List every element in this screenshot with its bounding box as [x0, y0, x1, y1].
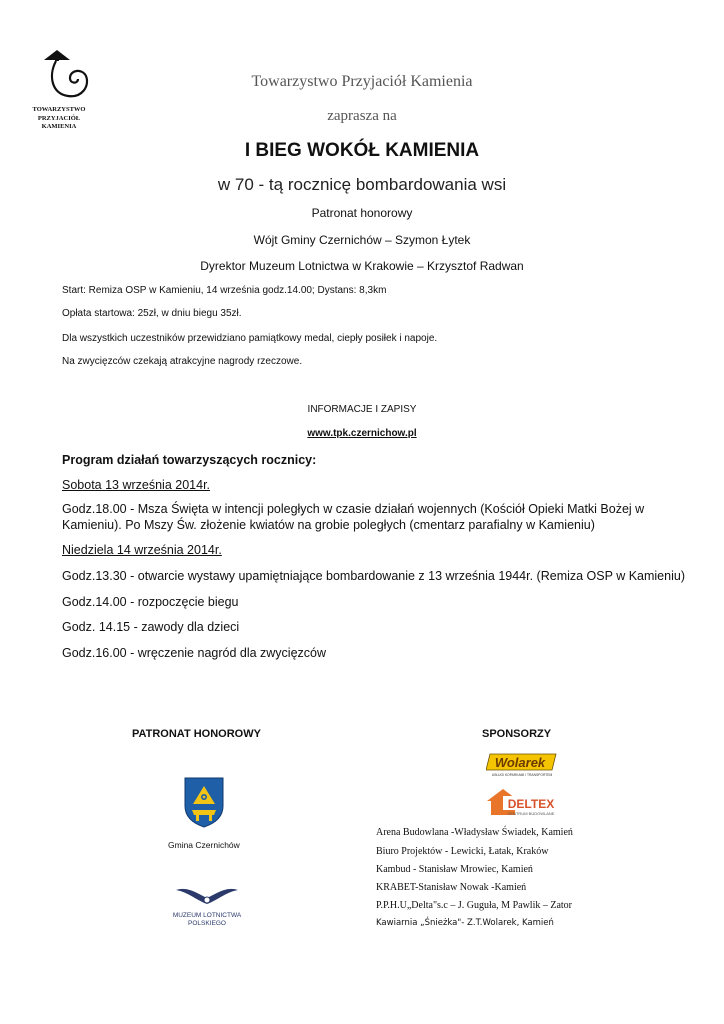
prizes-info: Na zwycięzców czekają atrakcyjne nagrody rzeczowe.: [62, 356, 303, 367]
program-event: Godz.13.30 - otwarcie wystawy upamiętniające bombardowanie z 13 września 1944r. (Remiza OSP w Kamieniu): [62, 569, 685, 583]
wolarek-wordmark: Wolarek: [494, 755, 546, 770]
patronage-label: Patronat honorowy: [311, 206, 413, 220]
patron-dyrektor: Dyrektor Muzeum Lotnictwa w Krakowie – Krzysztof Radwan: [200, 259, 524, 273]
program-event: Godz. 14.15 - zawody dla dzieci: [62, 620, 240, 634]
sponsor-item: P.P.H.U„Delta"s.c – J. Guguła, M Pawlik – Zator: [376, 900, 573, 911]
sponsor-item: Kawiarnia „Śnieżka"- Z.T.Wolarek, Kamień: [376, 918, 554, 928]
patron-heading: PATRONAT HONOROWY: [132, 728, 261, 740]
start-info: Start: Remiza OSP w Kamieniu, 14 września godz.14.00; Dystans: 8,3km: [62, 285, 387, 296]
program-title: Program działań towarzyszących rocznicy:: [62, 453, 317, 467]
website-link[interactable]: www.tpk.czernichow.pl: [307, 428, 417, 439]
program-event: Godz.16.00 - wręczenie nagród dla zwycięzców: [62, 646, 327, 660]
wolarek-tagline: USŁUGI KOPARKAMI I TRANSPORTEM: [491, 773, 553, 777]
sponsor-item: Kambud - Stanisław Mrowiec, Kamień: [376, 864, 533, 875]
program-event: Godz.18.00 - Msza Święta w intencji poległych w czasie działań wojennych (Kościół Opieki Matki Bożej w Kamieniu). Po Mszy Św. złożenie kwiatów na grobie poległych (cmentarz parafialny w Kamieniu): [62, 502, 645, 532]
logo-line: KAMIENIA: [41, 123, 77, 130]
deltex-wordmark: DELTEX: [507, 797, 555, 811]
program-day-saturday: Sobota 13 września 2014r.: [62, 478, 211, 492]
deltex-logo-icon: [485, 787, 559, 817]
page-title: I BIEG WOKÓŁ KAMIENIA: [244, 140, 480, 161]
fee-info: Opłata startowa: 25zł, w dniu biegu 35zł.: [62, 308, 242, 319]
sponsor-item: KRABET-Stanisław Nowak -Kamień: [376, 882, 527, 893]
logo-line: PRZYJACIÓŁ: [37, 114, 81, 122]
gmina-label: Gmina Czernichów: [168, 840, 240, 850]
museum-logo-line: MUZEUM LOTNICTWA: [172, 912, 242, 919]
patron-wojt: Wójt Gminy Czernichów – Szymon Łytek: [253, 233, 471, 247]
gmina-coat-of-arms-icon: [183, 776, 225, 828]
logo-line: TOWARZYSTWO: [32, 106, 86, 113]
invites-text: zaprasza na: [327, 108, 397, 124]
registration-label: INFORMACJE I ZAPISY: [307, 404, 417, 415]
museum-logo-line: POLSKIEGO: [188, 920, 226, 927]
provisions-info: Dla wszystkich uczestników przewidziano pamiątkowy medal, ciepły posiłek i napoje.: [62, 333, 438, 344]
program-event: Godz.14.00 - rozpoczęcie biegu: [62, 595, 239, 609]
sponsor-item: Arena Budowlana -Władysław Świadek, Kamień: [376, 827, 573, 838]
sponsors-heading: SPONSORZY: [482, 728, 552, 740]
program-day-sunday: Niedziela 14 września 2014r.: [62, 543, 222, 557]
org-name: Towarzystwo Przyjaciół Kamienia: [251, 73, 473, 90]
museum-logo-icon: [168, 880, 246, 930]
sponsor-item: Biuro Projektów - Lewicki, Łatak, Kraków: [376, 846, 549, 857]
wolarek-logo-icon: [486, 752, 558, 778]
page-subtitle: w 70 - tą rocznicę bombardowania wsi: [217, 175, 507, 194]
deltex-tagline: CENTRUM BUDOWLANE: [507, 811, 555, 816]
